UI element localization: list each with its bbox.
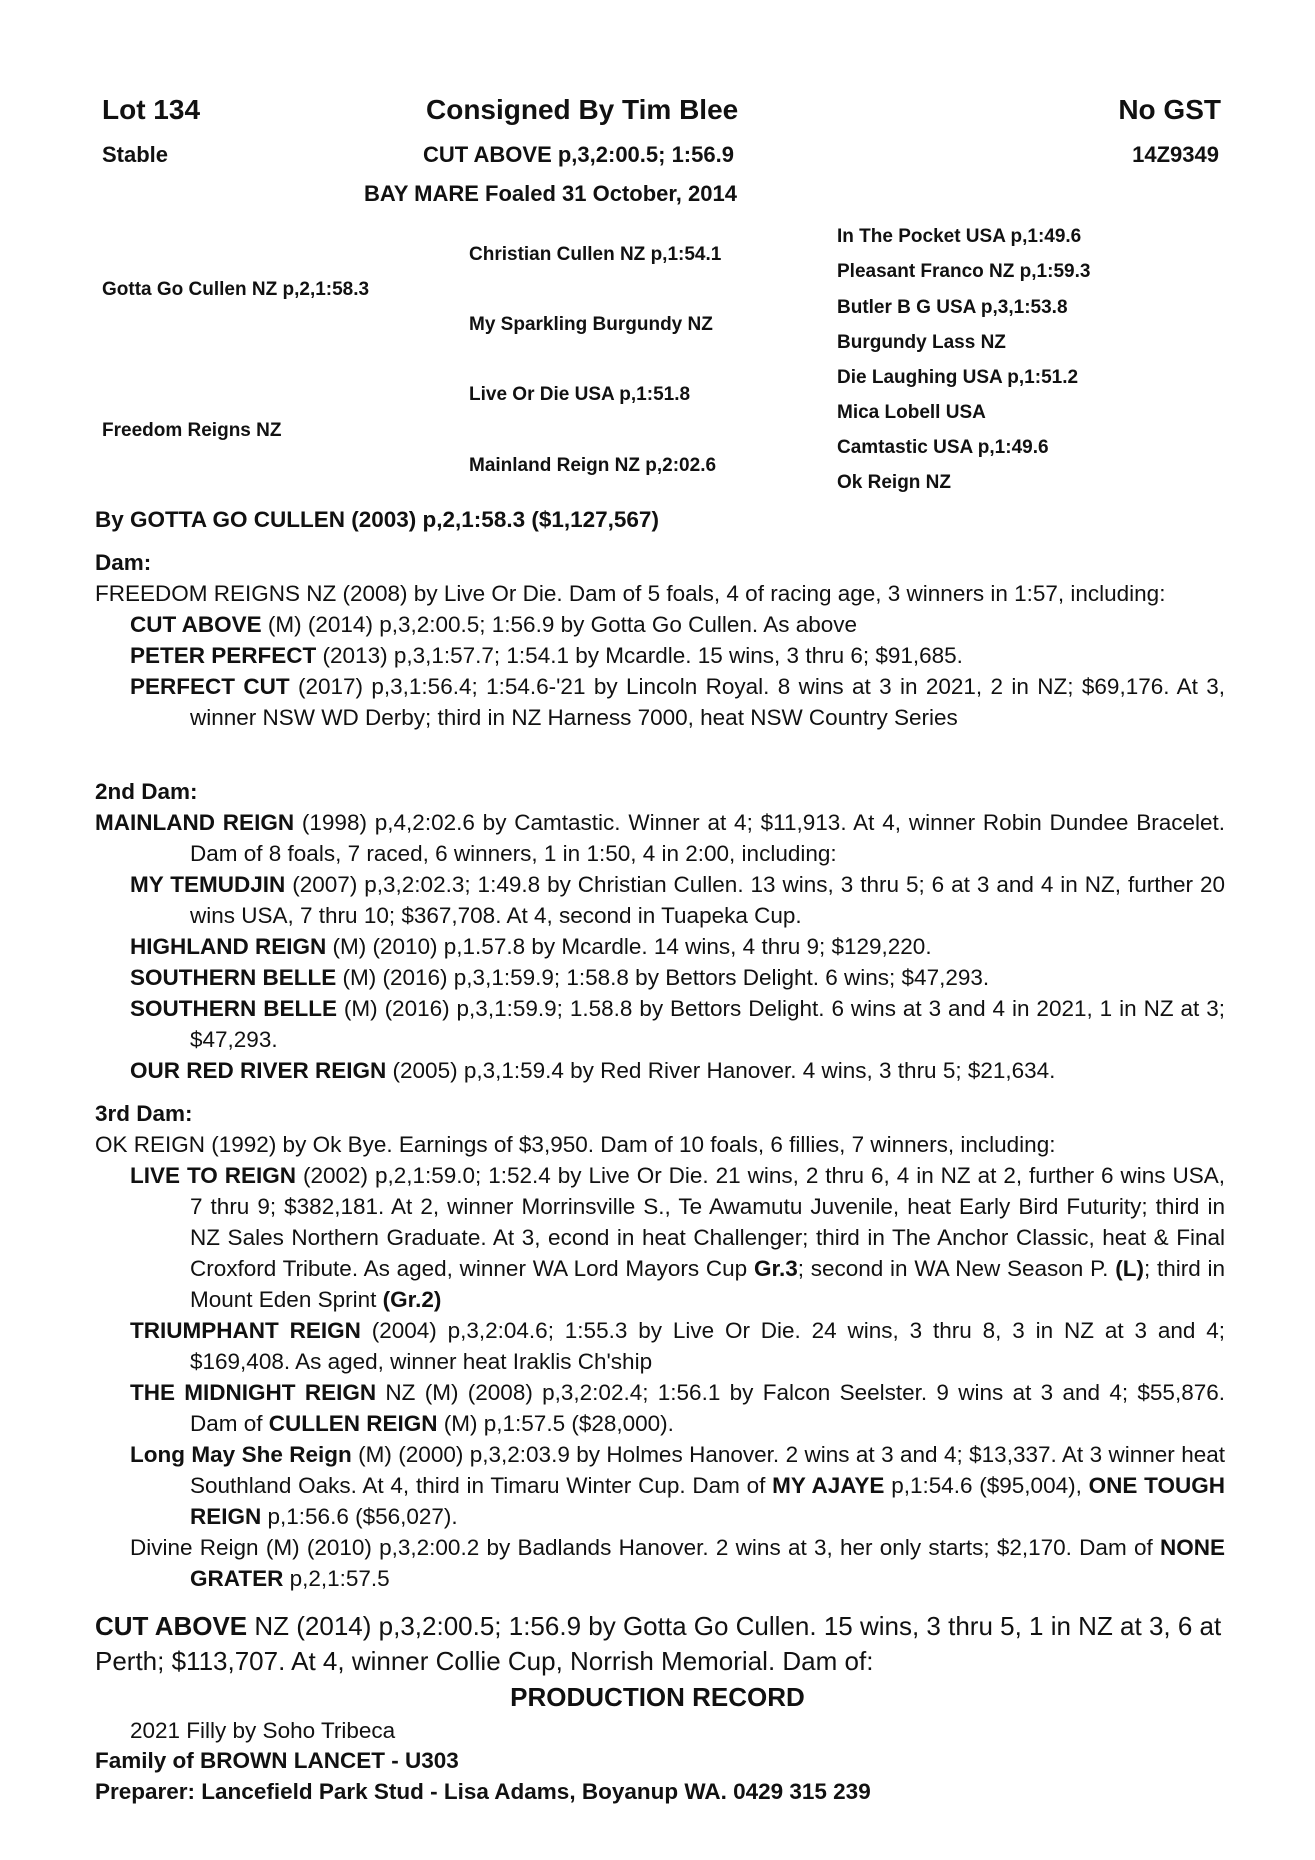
produce-entry: CUT ABOVE (M) (2014) p,3,2:00.5; 1:56.9 by Gotta Go Cullen. As above xyxy=(130,612,858,637)
horse-summary: CUT ABOVE NZ (2014) p,3,2:00.5; 1:56.9 by Gotta Go Cullen. 15 wins, 3 thru 5, 1 in NZ at 3, 6 at Perth; $113,707. At 4, winner Collie Cup, Norrish Memorial. Dam of: xyxy=(95,1611,1222,1676)
pedigree-dam-dam: Mainland Reign NZ p,2:02.6 xyxy=(469,455,717,476)
pedigree-g3: Pleasant Franco NZ p,1:59.3 xyxy=(837,261,1091,282)
pedigree-dam: Freedom Reigns NZ xyxy=(102,420,282,441)
horse-title: CUT ABOVE p,3,2:00.5; 1:56.9 xyxy=(423,142,734,167)
pedigree-g3: Die Laughing USA p,1:51.2 xyxy=(837,367,1079,388)
produce-entry: THE MIDNIGHT REIGN NZ (M) (2008) p,3,2:02.4; 1:56.1 by Falcon Seelster. 9 wins at 3 and 4; $55,876. Dam of CULLEN REIGN (M) p,1:57.5 ($28,000). xyxy=(130,1380,1225,1436)
foaled-line: BAY MARE Foaled 31 October, 2014 xyxy=(364,181,737,206)
production-item: 2021 Filly by Soho Tribeca xyxy=(130,1718,396,1743)
pedigree-g3: Mica Lobell USA xyxy=(837,402,986,423)
gst-status: No GST xyxy=(1118,94,1221,125)
produce-entry: HIGHLAND REIGN (M) (2010) p,1.57.8 by Mcardle. 14 wins, 4 thru 9; $129,220. xyxy=(130,934,932,959)
preparer-line: Preparer: Lancefield Park Stud - Lisa Adams, Boyanup WA. 0429 315 239 xyxy=(95,1779,871,1804)
dam-section xyxy=(95,547,1225,733)
second-dam-label: 2nd Dam: xyxy=(95,779,198,804)
third-dam-intro: OK REIGN (1992) by Ok Bye. Earnings of $3,950. Dam of 10 foals, 6 fillies, 7 winners, including: xyxy=(95,1132,1056,1157)
produce-entry: Long May She Reign (M) (2000) p,3,2:03.9 by Holmes Hanover. 2 wins at 3 and 4; $13,337. At 3 winner heat Southland Oaks. At 4, third in Timaru Winter Cup. Dam of MY AJAYE p,1:54.6 ($95,004), ONE TOUGH REIGN p,1:56.6 ($56,027). xyxy=(130,1442,1225,1529)
pedigree-sire: Gotta Go Cullen NZ p,2,1:58.3 xyxy=(102,279,370,300)
produce-entry: SOUTHERN BELLE (M) (2016) p,3,1:59.9; 1.58.8 by Bettors Delight. 6 wins at 3 and 4 in 2021, 1 in NZ at 3; $47,293. xyxy=(130,996,1225,1052)
dam-intro: FREEDOM REIGNS NZ (2008) by Live Or Die. Dam of 5 foals, 4 of racing age, 3 winners in 1:57, including: xyxy=(95,581,1166,606)
by-line: By GOTTA GO CULLEN (2003) p,2,1:58.3 ($1,127,567) xyxy=(95,507,659,532)
pedigree-g3: Burgundy Lass NZ xyxy=(837,332,1006,353)
produce-entry: OUR RED RIVER REIGN (2005) p,3,1:59.4 by Red River Hanover. 4 wins, 3 thru 5; $21,634. xyxy=(130,1058,1056,1083)
produce-entry: TRIUMPHANT REIGN (2004) p,3,2:04.6; 1:55.3 by Live Or Die. 24 wins, 3 thru 8, 3 in NZ at 3 and 4; $169,408. As aged, winner heat Iraklis Ch'ship xyxy=(130,1318,1225,1374)
pedigree-g3: Ok Reign NZ xyxy=(837,472,952,493)
pedigree-g3: Butler B G USA p,3,1:53.8 xyxy=(837,297,1068,318)
dam-label: Dam: xyxy=(95,550,152,575)
consignor: Consigned By Tim Blee xyxy=(426,94,739,125)
second-dam-section xyxy=(95,776,1225,1086)
produce-entry: SOUTHERN BELLE (M) (2016) p,3,1:59.9; 1:58.8 by Bettors Delight. 6 wins; $47,293. xyxy=(130,965,990,990)
pedigree-g3: In The Pocket USA p,1:49.6 xyxy=(837,226,1082,247)
second-dam-intro: MAINLAND REIGN (1998) p,4,2:02.6 by Camtastic. Winner at 4; $11,913. At 4, winner Robin Dundee Bracelet. Dam of 8 foals, 7 raced, 6 winners, 1 in 1:50, 4 in 2:00, including: xyxy=(95,810,1225,866)
pedigree-dam-sire: Live Or Die USA p,1:51.8 xyxy=(469,384,691,405)
third-dam-section xyxy=(95,1098,1225,1594)
lot-number: Lot 134 xyxy=(102,94,201,125)
produce-entry: Divine Reign (M) (2010) p,3,2:00.2 by Badlands Hanover. 2 wins at 3, her only starts; $2,170. Dam of NONE GRATER p,2,1:57.5 xyxy=(130,1535,1225,1591)
horse-id: 14Z9349 xyxy=(1132,142,1219,167)
pedigree-sire-dam: My Sparkling Burgundy NZ xyxy=(469,314,713,335)
pedigree-g3: Camtastic USA p,1:49.6 xyxy=(837,437,1049,458)
produce-entry: PERFECT CUT (2017) p,3,1:56.4; 1:54.6-'21 by Lincoln Royal. 8 wins at 3 in 2021, 2 in NZ; $69,176. At 3, winner NSW WD Derby; third in NZ Harness 7000, heat NSW Country Series xyxy=(130,674,1226,730)
third-dam-label: 3rd Dam: xyxy=(95,1101,193,1126)
produce-entry: PETER PERFECT (2013) p,3,1:57.7; 1:54.1 by Mcardle. 15 wins, 3 thru 6; $91,685. xyxy=(130,643,963,668)
stable-label: Stable xyxy=(102,142,169,167)
production-record-title: PRODUCTION RECORD xyxy=(510,1682,805,1712)
produce-entry: LIVE TO REIGN (2002) p,2,1:59.0; 1:52.4 by Live Or Die. 21 wins, 2 thru 6, 4 in NZ at 2, further 6 wins USA, 7 thru 9; $382,181. At 2, winner Morrinsville S., Te Awamutu Juvenile, heat Early Bird Futurity; third in NZ Sales Northern Graduate. At 3, econd in heat Challenger; third in The Anchor Classic, heat & Final Croxford Tribute. As aged, winner WA Lord Mayors Cup Gr.3; second in WA New Season P. (L); third in Mount Eden Sprint (Gr.2) xyxy=(130,1163,1225,1312)
produce-entry: MY TEMUDJIN (2007) p,3,2:02.3; 1:49.8 by Christian Cullen. 13 wins, 3 thru 5; 6 at 3 and 4 in NZ, further 20 wins USA, 7 thru 10; $367,708. At 4, second in Tuapeka Cup. xyxy=(130,872,1225,928)
family-line: Family of BROWN LANCET - U303 xyxy=(95,1748,459,1773)
pedigree-sire-sire: Christian Cullen NZ p,1:54.1 xyxy=(469,244,722,265)
